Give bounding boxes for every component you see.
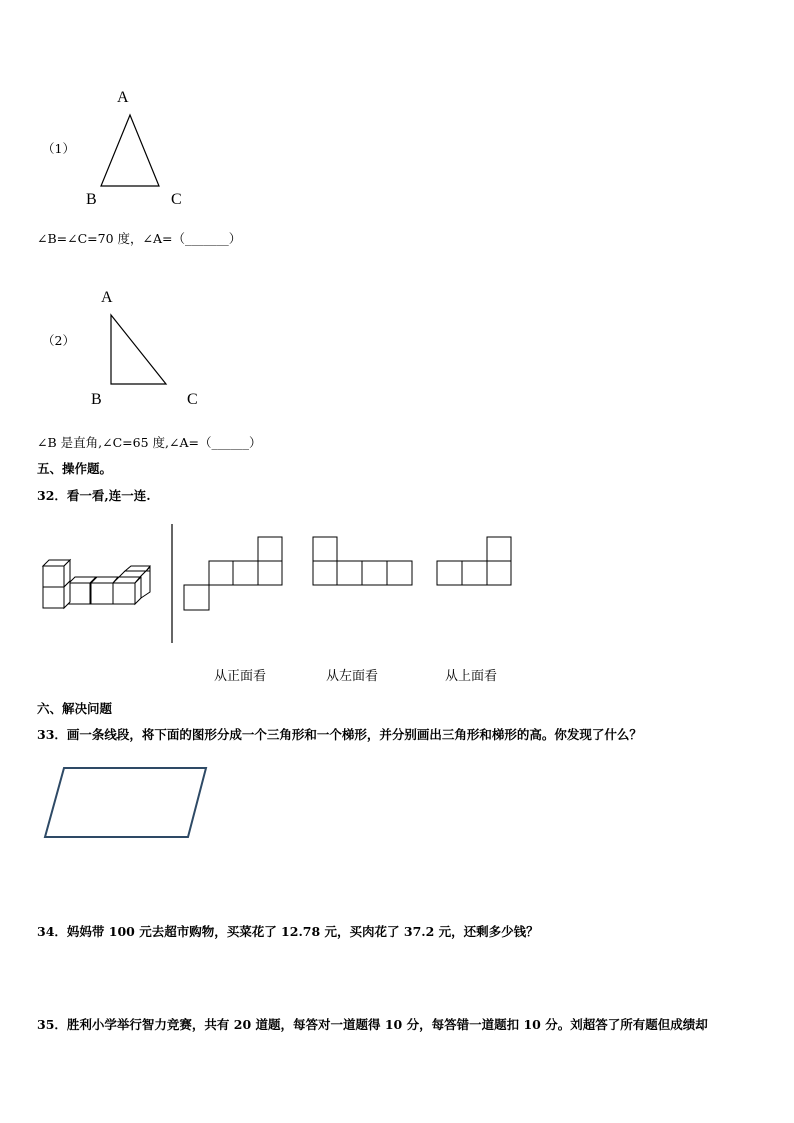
section5-title: 五、操作题。 — [37, 461, 113, 476]
q1-vertex-c: C — [171, 191, 182, 208]
view-label-left: 从左面看 — [326, 669, 379, 684]
q2-number: （2） — [42, 333, 75, 348]
q2-vertex-c: C — [187, 391, 198, 408]
q1-vertex-b: B — [86, 191, 97, 208]
view-figure-1 — [184, 537, 282, 610]
view-figure-2 — [313, 537, 412, 585]
q33-text: 33．画一条线段，将下面的图形分成一个三角形和一个梯形，并分别画出三角形和梯形的高。你发现了什么？ — [37, 727, 642, 742]
view-figure-3 — [437, 537, 511, 585]
q32-text: 32．看一看,连一连. — [37, 488, 151, 503]
view-label-top: 从上面看 — [445, 669, 498, 684]
q2-vertex-b: B — [91, 391, 102, 408]
cube-solid-figure — [43, 560, 150, 608]
q2-vertex-a: A — [101, 289, 113, 306]
q1-question-text: ∠B=∠C=70 度，∠A=（_______） — [37, 231, 242, 246]
q1-number: （1） — [42, 141, 75, 156]
q35-text: 35．胜利小学举行智力竞赛，共有 20 道题，每答对一道题得 10 分，每答错一道题扣 10 分。刘超答了所有题但成绩却 — [37, 1017, 708, 1032]
view-label-front: 从正面看 — [214, 669, 267, 684]
q2-question-text: ∠B 是直角,∠C=65 度,∠A=（______） — [37, 435, 262, 450]
right-triangle — [111, 315, 166, 384]
parallelogram — [45, 768, 206, 837]
section6-title: 六、解决问题 — [37, 701, 113, 716]
isosceles-triangle — [101, 115, 159, 186]
q34-text: 34．妈妈带 100 元去超市购物，买菜花了 12.78 元，买肉花了 37.2 元，还剩多少钱？ — [37, 924, 539, 939]
q1-vertex-a: A — [117, 89, 129, 106]
